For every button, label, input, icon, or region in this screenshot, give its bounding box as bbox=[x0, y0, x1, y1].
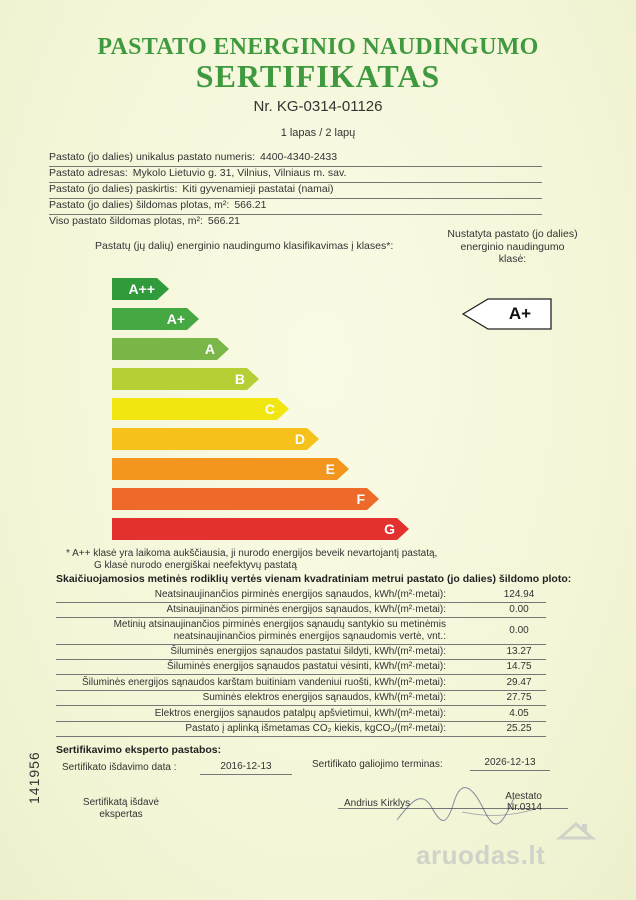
watermark-house-icon bbox=[556, 818, 596, 854]
assigned-class-label bbox=[430, 228, 595, 266]
metrics-label bbox=[185, 723, 446, 735]
metrics-label-line: Elektros energijos sąnaudos patalpų apšvietimui, kWh/(m²·metai): bbox=[154, 708, 446, 719]
assigned-class-arrow bbox=[462, 298, 552, 330]
issuer-label bbox=[82, 797, 160, 821]
energy-class-label: E bbox=[325, 461, 335, 477]
issuer-label-line: Sertifikatą išdavė bbox=[82, 797, 160, 808]
metrics-label-line: neatsinaujinančios pirminės energijos sąnaudomis vertė, vnt.: bbox=[173, 631, 446, 642]
energy-class-bar bbox=[112, 368, 259, 390]
valid-until-label: Sertifikato galiojimo terminas: bbox=[312, 759, 443, 770]
metrics-row bbox=[56, 692, 546, 706]
page-number: 1 lapas / 2 lapų bbox=[280, 127, 356, 139]
metrics-value: 27.75 bbox=[506, 692, 532, 703]
energy-class-label: D bbox=[294, 431, 305, 447]
metrics-row bbox=[56, 708, 546, 722]
assigned-class-label-line: Nustatyta pastato (jo dalies) bbox=[447, 228, 578, 240]
issue-date-value: 2016-12-13 bbox=[200, 761, 292, 775]
metrics-label bbox=[155, 589, 446, 601]
attestation-line: Nr.0314 bbox=[506, 802, 542, 813]
info-address bbox=[49, 167, 542, 183]
metrics-row bbox=[56, 619, 546, 645]
classification-note bbox=[66, 548, 437, 571]
energy-class-bar bbox=[112, 488, 379, 510]
info-purpose bbox=[49, 183, 542, 199]
energy-class-label: A+ bbox=[166, 311, 185, 327]
energy-class-label: F bbox=[356, 491, 365, 507]
energy-class-bar bbox=[112, 398, 289, 420]
info-label: Pastato (jo dalies) paskirtis: bbox=[49, 183, 178, 195]
metrics-value: 13.27 bbox=[506, 646, 532, 657]
metrics-value: 124.94 bbox=[503, 589, 535, 600]
energy-class-bar bbox=[112, 278, 169, 300]
info-unique-number bbox=[49, 151, 542, 167]
assigned-class-label-line: klasė: bbox=[498, 253, 527, 265]
metrics-row bbox=[56, 646, 546, 660]
energy-class-label: C bbox=[264, 401, 275, 417]
metrics-label bbox=[155, 708, 446, 720]
metrics-label bbox=[82, 677, 446, 689]
energy-class-bar bbox=[112, 308, 199, 330]
metrics-value: 4.05 bbox=[509, 708, 529, 719]
energy-class-label: A bbox=[204, 341, 215, 357]
serial-number bbox=[22, 742, 46, 802]
note-line: G klasė nurodo energiškai neefektyvų pastatą bbox=[94, 559, 297, 571]
energy-class-bar bbox=[112, 518, 409, 540]
title-line-2: SERTIFIKATAS bbox=[195, 58, 441, 94]
metrics-label-line: Suminės elektros energijos sąnaudos, kWh/(m²·metai): bbox=[202, 692, 446, 703]
expert-notes-title: Sertifikavimo eksperto pastabos: bbox=[56, 744, 222, 756]
assigned-class-value: A+ bbox=[508, 304, 532, 323]
info-label: Pastato (jo dalies) unikalus pastato numeris: bbox=[49, 151, 256, 163]
metrics-label-line: Neatsinaujinančios pirminės energijos sąnaudos, kWh/(m²·metai): bbox=[154, 589, 446, 600]
serial-number-text: 141956 bbox=[26, 751, 42, 804]
metrics-label-line: Atsinaujinančios pirminės energijos sąnaudos, kWh/(m²·metai): bbox=[166, 604, 446, 615]
metrics-label-line: Metinių atsinaujinančios pirminės energijos sąnaudų santykio su metinėmis bbox=[113, 619, 446, 630]
certificate-number: Nr. KG-0314-01126 bbox=[253, 98, 383, 115]
metrics-label bbox=[114, 619, 446, 643]
energy-class-label: B bbox=[234, 371, 245, 387]
info-value: Kiti gyvenamieji pastatai (namai) bbox=[182, 183, 334, 195]
metrics-title: Skaičiuojamosios metinės rodiklių vertės vienam kvadratiniam metrui pastato (jo dalies) šildomo ploto: bbox=[56, 573, 572, 585]
expert-name: Andrius Kirklys bbox=[344, 798, 411, 809]
metrics-row bbox=[56, 677, 546, 691]
energy-class-bar-shape bbox=[112, 398, 289, 420]
energy-class-bar-shape bbox=[112, 458, 349, 480]
metrics-row bbox=[56, 723, 546, 737]
info-value: 566.21 bbox=[207, 215, 241, 227]
energy-class-bar-shape bbox=[112, 518, 409, 540]
title-line-1: PASTATO ENERGINIO NAUDINGUMO bbox=[97, 34, 539, 60]
energy-class-bar bbox=[112, 428, 319, 450]
issuer-label-line: ekspertas bbox=[99, 809, 143, 820]
issue-date-label: Sertifikato išdavimo data : bbox=[62, 762, 177, 773]
energy-class-bar-shape bbox=[112, 428, 319, 450]
watermark-logo: aruodas.lt bbox=[416, 840, 546, 870]
assigned-class-label-line: energinio naudingumo bbox=[460, 240, 565, 253]
metrics-row bbox=[56, 589, 546, 603]
metrics-value: 29.47 bbox=[506, 677, 532, 688]
note-line: * A++ klasė yra laikoma aukščiausia, ji nurodo energijos beveik nevartojantį pastatą, bbox=[66, 548, 438, 559]
info-label: Pastato (jo dalies) šildomas plotas, m²: bbox=[49, 199, 230, 211]
info-value: 566.21 bbox=[234, 199, 267, 211]
info-label: Pastato adresas: bbox=[49, 167, 128, 179]
energy-class-bar-shape bbox=[112, 488, 379, 510]
metrics-label-line: Šiluminės energijos sąnaudos karštam buitiniam vandeniui ruošti, kWh/(m²·metai): bbox=[81, 677, 446, 688]
info-value: 4400-4340-2433 bbox=[260, 151, 338, 163]
metrics-label-line: Šiluminės energijos sąnaudos pastatui šildyti, kWh/(m²·metai): bbox=[170, 646, 446, 657]
metrics-value: 25.25 bbox=[506, 723, 532, 734]
metrics-label bbox=[167, 661, 446, 673]
metrics-label-line: Pastato į aplinką išmetamas CO₂ kiekis, kgCO₂/(m²·metai): bbox=[185, 723, 446, 734]
metrics-value: 0.00 bbox=[509, 604, 529, 615]
energy-class-bar bbox=[112, 458, 349, 480]
energy-class-bar bbox=[112, 338, 229, 360]
metrics-label-line: Šiluminės energijos sąnaudos pastatui vėsinti, kWh/(m²·metai): bbox=[167, 661, 446, 672]
info-heated-area bbox=[49, 199, 542, 215]
energy-class-label: A++ bbox=[128, 281, 155, 297]
metrics-row bbox=[56, 661, 546, 675]
info-value: Mykolo Lietuvio g. 31, Vilnius, Vilniaus m. sav. bbox=[132, 167, 347, 179]
metrics-label bbox=[170, 646, 446, 658]
attestation-line: Atestato bbox=[505, 791, 542, 802]
valid-until-value: 2026-12-13 bbox=[470, 757, 550, 771]
metrics-value: 14.75 bbox=[506, 661, 532, 672]
metrics-value: 0.00 bbox=[509, 625, 529, 636]
classification-label: Pastatų (jų dalių) energinio naudingumo klasifikavimas į klases*: bbox=[95, 240, 394, 252]
metrics-label bbox=[166, 604, 446, 616]
metrics-label bbox=[203, 692, 446, 704]
info-label: Viso pastato šildomas plotas, m²: bbox=[49, 215, 203, 227]
signature-scribble bbox=[392, 780, 542, 830]
metrics-row bbox=[56, 604, 546, 618]
energy-class-label: G bbox=[384, 521, 395, 537]
energy-class-bar-shape bbox=[112, 308, 199, 330]
